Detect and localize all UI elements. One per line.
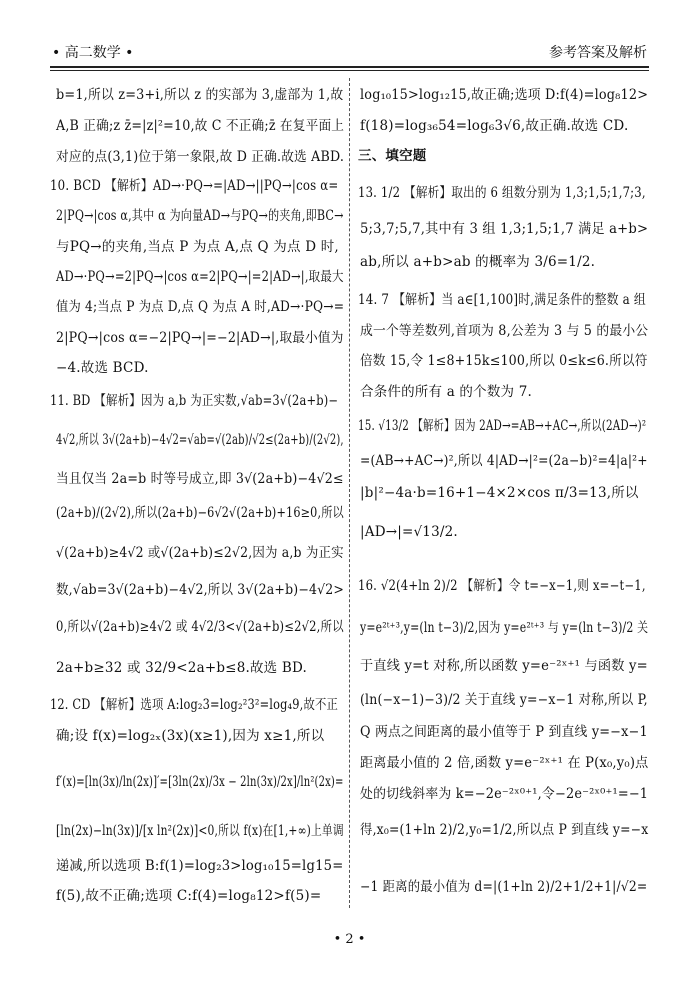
text-line: 2|PQ→|cos α=−2|PQ→|=−2|AD→|,取最小值为 bbox=[56, 330, 344, 346]
text-line: 当且仅当 2a=b 时等号成立,即 3√(2a+b)−4√2≤ bbox=[56, 471, 344, 487]
header-subject: • 高二数学 • bbox=[52, 45, 134, 61]
text-line: −1 距离的最小值为 d=|(1+ln 2)/2+1/2+1|/√2= bbox=[360, 879, 648, 895]
text-line: 16. √2(4+ln 2)/2 【解析】令 t=−x−1,则 x=−t−1, bbox=[358, 578, 646, 594]
text-line: 12. CD 【解析】选项 A:log₂3=log₂²3²=log₄9,故不正 bbox=[50, 697, 339, 713]
text-line: f(18)=log₃₆54=log₆3√6,故正确.故选 CD. bbox=[360, 118, 629, 134]
text-line: 得,x₀=(1+ln 2)/2,y₀=1/2,所以点 P 到直线 y=−x bbox=[360, 822, 649, 838]
text-line: 值为 4;当点 P 为点 D,点 Q 为点 A 时,AD→·PQ→= bbox=[56, 299, 345, 315]
text-line: 0,所以√(2a+b)≥4√2 或 4√2/3<√(2a+b)≤2√2,所以 bbox=[56, 619, 344, 635]
text-line: f′(x)=[ln(3x)/ln(2x)]′=[3ln(2x)/3x − 2ln(3x)/2x]/ln²(2x)= bbox=[56, 774, 344, 790]
text-line: 成一个等差数列,首项为 8,公差为 3 与 5 的最小公 bbox=[360, 323, 649, 339]
text-line: 距离最小值的 2 倍,函数 y=e⁻²ˣ⁺¹ 在 P(x₀,y₀)点 bbox=[360, 755, 649, 771]
text-line: AD→·PQ→=2|PQ→|cos α=2|PQ→|=2|AD→|,取最大 bbox=[56, 269, 344, 285]
text-line: 4√2,所以 3√(2a+b)−4√2=√ab=√(2ab)/√2≤(2a+b)/(2√2), bbox=[56, 432, 344, 448]
text-line: 13. 1/2 【解析】取出的 6 组数分别为 1,3;1,5;1,7;3, bbox=[358, 185, 646, 201]
text-line: (ln(−x−1)−3)/2 关于直线 y=−x−1 对称,所以 P, bbox=[360, 692, 648, 708]
page-number: • 2 • bbox=[333, 932, 366, 947]
text-line: 14. 7 【解析】当 a∈[1,100]时,满足条件的整数 a 组 bbox=[358, 292, 646, 308]
text-line: 10. BCD 【解析】AD→·PQ→=|AD→||PQ→|cos α= bbox=[50, 178, 339, 194]
text-line: 11. BD 【解析】因为 a,b 为正实数,√ab=3√(2a+b)− bbox=[50, 393, 339, 409]
text-line: Q 两点之间距离的最小值等于 P 到直线 y=−x−1 bbox=[360, 724, 648, 740]
text-line: 2a+b≥32 或 32/9<2a+b≤8.故选 BD. bbox=[56, 660, 308, 676]
text-line: √(2a+b)≥4√2 或√(2a+b)≤2√2,因为 a,b 为正实 bbox=[56, 545, 344, 561]
text-line: −4.故选 BCD. bbox=[56, 360, 149, 376]
text-line: 倍数 15,令 1≤8+15k≤100,所以 0≤k≤6.所以符 bbox=[360, 353, 648, 369]
text-line: |b|²−4a·b=16+1−4×2×cos π/3=13,所以 bbox=[360, 485, 639, 501]
text-line: 5;3,7;5,7,其中有 3 组 1,3;1,5;1,7 满足 a+b> bbox=[360, 221, 649, 237]
text-line: 与PQ→的夹角,当点 P 为点 A,点 Q 为点 D 时, bbox=[56, 239, 339, 255]
text-line: |AD→|=√13/2. bbox=[360, 524, 458, 540]
text-line: A,B 正确;z z̄=|z|²=10,故 C 不正确;z̄ 在复平面上 bbox=[56, 118, 345, 134]
header-doc-title: 参考答案及解析 bbox=[549, 45, 647, 61]
text-line: 于直线 y=t 对称,所以函数 y=e⁻²ˣ⁺¹ 与函数 y= bbox=[360, 658, 648, 674]
text-line: [ln(2x)−ln(3x)]/[x ln²(2x)]<0,所以 f(x)在[1,+∞)上单调 bbox=[56, 823, 344, 839]
text-line: b=1,所以 z=3+i,所以 z 的实部为 3,虚部为 1,故 bbox=[56, 87, 344, 103]
text-line: ab,所以 a+b>ab 的概率为 3/6=1/2. bbox=[360, 254, 596, 270]
text-line: 对应的点(3,1)位于第一象限,故 D 正确.故选 ABD. bbox=[56, 149, 345, 165]
text-line: 2|PQ→|cos α,其中 α 为向量AD→与PQ→的夹角,即BC→ bbox=[56, 208, 344, 224]
text-line: =(AB→+AC→)²,所以 4|AD→|²=(2a−b)²=4|a|²+ bbox=[360, 453, 648, 469]
column-divider bbox=[349, 78, 350, 908]
header-rule-thin bbox=[50, 70, 649, 71]
text-line: 确;设 f(x)=log₂ₓ(3x)(x≥1),因为 x≥1,所以 bbox=[56, 728, 325, 744]
text-line: y=e²ᵗ⁺³,y=(ln t−3)/2,因为 y=e²ᵗ⁺³ 与 y=(ln t−3)/2 关 bbox=[360, 620, 649, 636]
text-line: 数,√ab=3√(2a+b)−4√2,所以 3√(2a+b)−4√2> bbox=[56, 582, 345, 598]
text-line: 合条件的所有 a 的个数为 7. bbox=[360, 384, 533, 400]
text-line: 递减,所以选项 B:f(1)=log₂3>log₁₀15=lg15= bbox=[56, 858, 344, 874]
text-line: 15. √13/2 【解析】因为 2AD→=AB→+AC→,所以(2AD→)² bbox=[358, 418, 647, 434]
section-heading: 三、填空题 bbox=[358, 148, 427, 164]
text-line: (2a+b)/(2√2),所以(2a+b)−6√2√(2a+b)+16≥0,所以 bbox=[56, 505, 344, 521]
header-rule-thick bbox=[50, 66, 649, 68]
text-line: 处的切线斜率为 k=−2e⁻²ˣ⁰⁺¹,令−2e⁻²ˣ⁰⁺¹=−1 bbox=[360, 786, 649, 802]
text-line: f(5),故不正确;选项 C:f(4)=log₈12>f(5)= bbox=[56, 888, 322, 904]
text-line: log₁₀15>log₁₂15,故正确;选项 D:f(4)=log₈12> bbox=[360, 87, 649, 103]
